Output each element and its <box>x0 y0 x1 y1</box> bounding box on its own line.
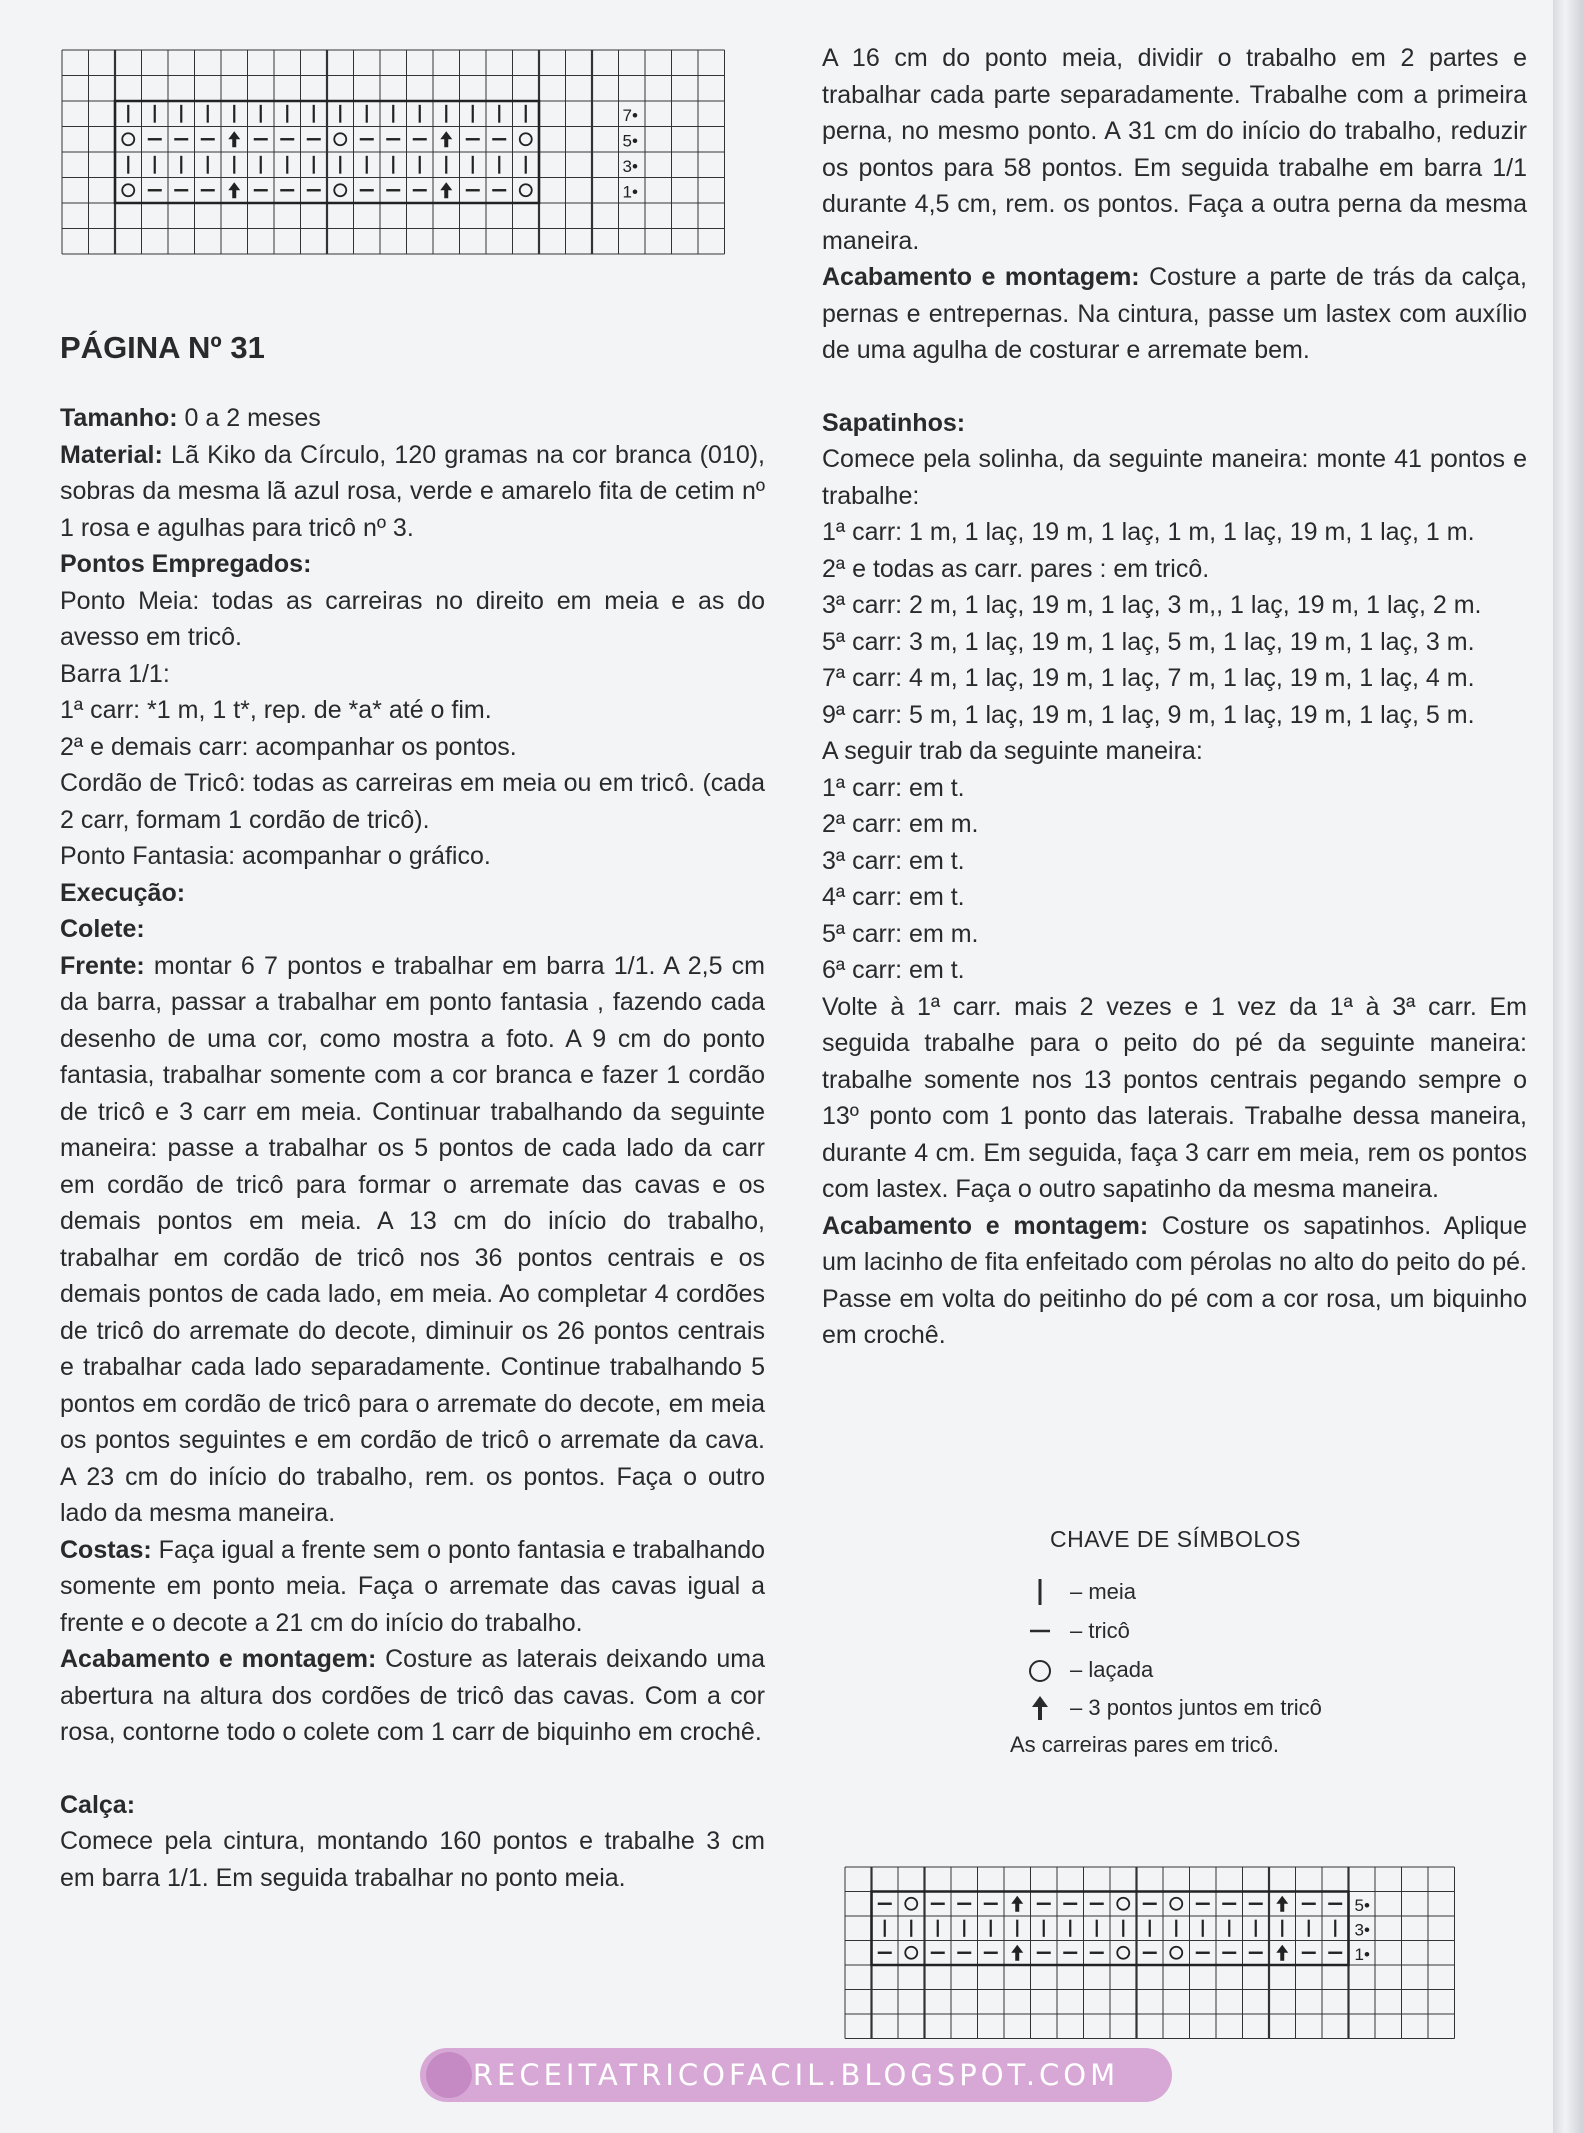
paragraph-text: Costure as laterais deixando uma abertura na altura dos cordões de tricô das cavas. Com a cor rosa, contorne todo o colete com 1 carr de biquinho em crochê. <box>60 1645 765 1746</box>
yarn-ball-icon <box>426 2052 472 2098</box>
chart-bottom-svg <box>843 1865 1483 2045</box>
paragraph-label: Colete: <box>60 915 145 943</box>
blog-url[interactable]: RECEITATRICOFACIL.BLOGSPOT.COM <box>472 2058 1120 2092</box>
paragraph <box>822 259 1527 369</box>
key-title: CHAVE DE SÍMBOLOS <box>1050 1526 1301 1552</box>
stitch-lacada <box>1117 1947 1129 1959</box>
paragraph-text: A 16 cm do ponto meia, dividir o trabalho em 2 partes e trabalhar cada parte separadamente. Trabalhe com a primeira perna, no mesmo ponto. A 31 cm do início do trabalho, reduzir os pontos para 58 pontos. Em seguida trabalhe em barra 1/1 durante 4,5 cm, rem. os pontos. Faça a outra perna da mesma maneira. <box>822 44 1527 255</box>
key-note: As carreiras pares em tricô. <box>1010 1732 1279 1757</box>
key-item-lacada <box>1010 1655 1153 1685</box>
stitch-lacada <box>122 133 134 145</box>
stitch-3-juntos <box>1276 1896 1288 1912</box>
paragraph-text: 1ª carr: *1 m, 1 t*, rep. de *a* até o fim. <box>60 696 492 724</box>
paragraph <box>60 948 765 1532</box>
paragraph <box>822 40 1527 259</box>
stitch-lacada <box>1170 1898 1182 1910</box>
paragraph-text: Ponto Fantasia: acompanhar o gráfico. <box>60 842 491 870</box>
key-label: – tricô <box>1070 1618 1130 1643</box>
section-title-sapatinhos: Sapatinhos: <box>822 408 966 437</box>
arrow-up-icon <box>1010 1693 1070 1723</box>
key-item-meia <box>1010 1577 1136 1607</box>
stitch-lacada <box>905 1947 917 1959</box>
instruction-row: 2ª carr: em m. <box>822 810 979 838</box>
stitch-lacada <box>905 1898 917 1910</box>
page-edge <box>1553 0 1583 2133</box>
instruction-row: 6ª carr: em t. <box>822 956 965 984</box>
stitch-3-juntos <box>1011 1945 1023 1961</box>
sapatinhos-subtitle: A seguir trab da seguinte maneira: <box>822 737 1203 765</box>
stitch-lacada <box>520 133 532 145</box>
key-item-trico <box>1010 1616 1130 1646</box>
dash-icon <box>1010 1616 1070 1646</box>
paragraph-text: Costure a parte de trás da calça, pernas e entrepernas. Na cintura, passe um lastex com auxílio de uma agulha de costurar e arremate bem. <box>822 263 1527 364</box>
stitch-lacada <box>122 184 134 196</box>
chart-top-svg <box>60 48 760 260</box>
calca-text: Comece pela cintura, montando 160 pontos e trabalhe 3 cm em barra 1/1. Em seguida trabalhar no ponto meia. <box>60 1827 765 1892</box>
sapatinhos-body: Volte à 1ª carr. mais 2 vezes e 1 vez da 1ª à 3ª carr. Em seguida trabalhe para o peito do pé da seguinte maneira: trabalhe somente nos 13 pontos centrais pegando sempre o 13º ponto com 1 ponto das laterais. Trabalhe dessa maneira, durante 4 cm. Em seguida, faça 3 carr em meia, rem os pontos com lastex. Faça o outro sapatinho da mesma maneira. <box>822 992 1527 1203</box>
row-label: 1• <box>622 182 638 202</box>
page-title: PÁGINA Nº 31 <box>60 330 265 365</box>
instruction-row: 2ª e todas as carr. pares : em tricô. <box>822 554 1210 583</box>
row-label: 3• <box>1354 1920 1370 1940</box>
stitch-3-juntos <box>1011 1896 1023 1912</box>
stitch-lacada <box>334 184 346 196</box>
row-label: 1• <box>1354 1944 1370 1964</box>
paragraph-label: Acabamento e montagem: <box>822 1211 1149 1240</box>
stitch-3-juntos <box>1276 1945 1288 1961</box>
stitch-lacada <box>520 184 532 196</box>
row-label: 5• <box>1354 1895 1370 1915</box>
paragraph <box>60 400 765 437</box>
stitch-lacada <box>1170 1947 1182 1959</box>
vertical-bar-icon <box>1010 1577 1070 1607</box>
paragraph <box>60 1532 765 1642</box>
paragraph-text: Cordão de Tricô: todas as carreiras em meia ou em tricô. (cada 2 carr, formam 1 cordão de tricô). <box>60 769 765 834</box>
paragraph-label: Frente: <box>60 951 145 980</box>
paragraph-label: Material: <box>60 440 163 469</box>
knitting-chart-top <box>60 48 760 265</box>
stitch-lacada <box>334 133 346 145</box>
paragraph-text: Barra 1/1: <box>60 659 170 688</box>
blog-url-banner[interactable] <box>420 2048 1172 2102</box>
circle-icon <box>1010 1655 1070 1685</box>
stitch-3-juntos <box>228 182 240 198</box>
paragraph-label: Pontos Empregados: <box>60 550 312 578</box>
key-label: – laçada <box>1070 1657 1154 1682</box>
paragraph-text: Ponto Meia: todas as carreiras no direito em meia e as do avesso em tricô. <box>60 586 765 651</box>
key-label: – meia <box>1070 1579 1137 1604</box>
stitch-lacada <box>1117 1898 1129 1910</box>
paragraph <box>60 692 765 729</box>
paragraph <box>60 875 765 912</box>
right-column <box>822 40 1527 1354</box>
paragraph <box>60 546 765 583</box>
paragraph <box>822 1208 1527 1354</box>
instruction-row: 3ª carr: em t. <box>822 846 965 875</box>
paragraph <box>60 437 765 547</box>
row-label: 7• <box>622 105 638 125</box>
instruction-row: 5ª carr: 3 m, 1 laç, 19 m, 1 laç, 5 m, 1 laç, 19 m, 1 laç, 3 m. <box>822 627 1475 656</box>
paragraph-text: 0 a 2 meses <box>177 404 321 432</box>
row-label: 3• <box>622 156 638 176</box>
paragraph-label: Tamanho: <box>60 404 178 432</box>
stitch-3-juntos <box>440 182 452 198</box>
paragraph-text: Costure os sapatinhos. Aplique um lacinho de fita enfeitado com pérolas no alto do peito do pé. Passe em volta do peitinho do pé com a cor rosa, um biquinho em crochê. <box>822 1211 1527 1349</box>
instruction-row: 9ª carr: 5 m, 1 laç, 19 m, 1 laç, 9 m, 1 laç, 19 m, 1 laç, 5 m. <box>822 700 1475 729</box>
section-title-calca: Calça: <box>60 1790 136 1819</box>
instruction-row: 4ª carr: em t. <box>822 883 965 911</box>
paragraph <box>60 838 765 875</box>
instruction-row: 5ª carr: em m. <box>822 919 979 948</box>
instruction-row: 7ª carr: 4 m, 1 laç, 19 m, 1 laç, 7 m, 1 laç, 19 m, 1 laç, 4 m. <box>822 664 1475 692</box>
key-item-3-pontos <box>1010 1693 1322 1723</box>
stitch-3-juntos <box>440 131 452 147</box>
paragraph <box>60 583 765 656</box>
left-column <box>60 400 765 1896</box>
paragraph <box>60 656 765 693</box>
paragraph <box>60 1641 765 1751</box>
stitch-3-juntos <box>228 131 240 147</box>
instruction-row: 1ª carr: 1 m, 1 laç, 19 m, 1 laç, 1 m, 1 laç, 19 m, 1 laç, 1 m. <box>822 518 1475 546</box>
paragraph <box>60 765 765 838</box>
row-label: 5• <box>622 131 638 151</box>
paragraph <box>60 911 765 948</box>
paragraph-label: Acabamento e montagem: <box>822 263 1140 291</box>
instruction-row: 3ª carr: 2 m, 1 laç, 19 m, 1 laç, 3 m,, 1 laç, 19 m, 1 laç, 2 m. <box>822 591 1482 619</box>
paragraph-text: Faça igual a frente sem o ponto fantasia e trabalhando somente em ponto meia. Faça o arremate das cavas igual a frente e o decote a 21 cm do início do trabalho. <box>60 1535 765 1637</box>
paragraph-label: Costas: <box>60 1535 152 1564</box>
sapatinhos-intro: Comece pela solinha, da seguinte maneira: monte 41 pontos e trabalhe: <box>822 445 1527 510</box>
paragraph-text: montar 6 7 pontos e trabalhar em barra 1/1. A 2,5 cm da barra, passar a trabalhar em ponto fantasia , fazendo cada desenho de uma cor, como mostra a foto. A 9 cm do ponto fantasia, trabalhar somente com a cor branca e fazer 1 cordão de tricô e 3 carr em meia. Continuar trabalhando da seguinte maneira: passe a trabalhar os 5 pontos de cada lado da carr em cordão de tricô para formar o arremate das cavas e os demais pontos em meia. A 13 cm do início do trabalho, trabalhar em cordão de tricô nos 36 pontos centrais e os demais pontos de cada lado, em meia. Ao completar 4 cordões de tricô do arremate do decote, diminuir os 26 pontos centrais e trabalhar cada lado separadamente. Continue trabalhando 5 pontos em cordão de tricô para o arremate do decote, em meia os pontos seguintes e em cordão de tricô o arremate da cava. A 23 cm do início do trabalho, rem. os pontos. Faça o outro lado da mesma maneira. <box>60 951 765 1527</box>
paragraph-text: Lã Kiko da Círculo, 120 gramas na cor branca (010), sobras da mesma lã azul rosa, verde e amarelo fita de cetim nº 1 rosa e agulhas para tricô nº 3. <box>60 440 765 542</box>
paragraph <box>60 729 765 766</box>
key-label: – 3 pontos juntos em tricô <box>1070 1695 1322 1720</box>
paragraph-label: Acabamento e montagem: <box>60 1645 377 1673</box>
instruction-row: 1ª carr: em t. <box>822 773 965 802</box>
paragraph-label: Execução: <box>60 878 186 907</box>
paragraph-text: 2ª e demais carr: acompanhar os pontos. <box>60 732 517 761</box>
knitting-chart-bottom <box>843 1865 1483 2050</box>
